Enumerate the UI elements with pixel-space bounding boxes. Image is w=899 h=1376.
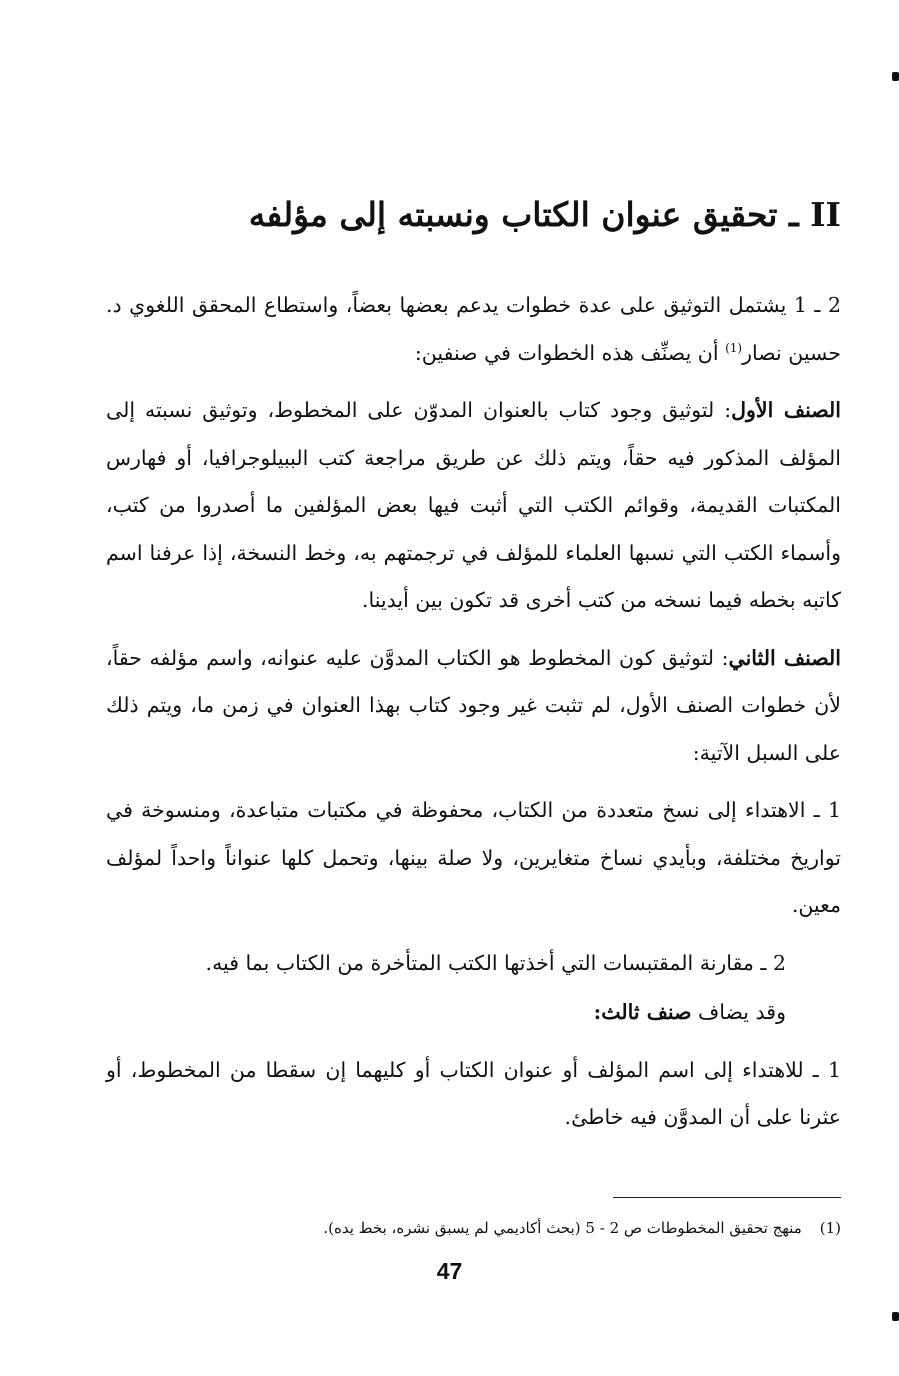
first-category-text: : لتوثيق وجود كتاب بالعنوان المدوّن على المخطوط، وتوثيق نسبته إلى المؤلف المذكور فيه حقاً، ويتم ذلك عن طريق مراجعة كتب الببيلوجرافيا، أو فهارس المكتبات القديمة، وقوائم الكتب التي أثبت فيها بعض المؤلفين ما أصدروا من كتب، وأسماء الكتب التي نسبها العلماء للمؤلف في ترجمتهم به، وخط النسخة، إذا عرفنا اسم كاتبه بخطه فيما نسخه من كتب أخرى قد تكون بين أيدينا. bbox=[106, 398, 841, 612]
footnote-reference: (1) bbox=[725, 340, 743, 355]
list-item-third-1: 1 ـ للاهتداء إلى اسم المؤلف أو عنوان الكتاب أو كليهما إن سقطا من المخطوط، أو عثرنا على أن المدوَّن فيه خاطئ. bbox=[106, 1057, 841, 1129]
third-category-title: صنف ثالث: bbox=[593, 1000, 692, 1024]
section-heading: II ـ تحقيق عنوان الكتاب ونسبته إلى مؤلفه bbox=[248, 195, 841, 234]
scan-mark bbox=[892, 72, 899, 81]
paragraph-third-category bbox=[106, 989, 841, 1037]
second-category-text: : لتوثيق كون المخطوط هو الكتاب المدوَّن عليه عنوانه، واسم مؤلفه حقاً، لأن خطوات الصنف الأول، لم تثبت غير وجود كتاب بهذا العنوان في زمن ما، ويتم ذلك على السبل الآتية: bbox=[106, 645, 841, 765]
paragraph-intro-text-end: أن يصنِّف هذه الخطوات في صنفين: bbox=[414, 340, 726, 365]
paragraph-first-category bbox=[106, 387, 841, 625]
footnote bbox=[81, 1214, 841, 1242]
paragraph-intro bbox=[106, 282, 841, 377]
body-text bbox=[106, 282, 841, 1152]
first-category-title: الصنف الأول bbox=[731, 398, 841, 422]
footnote-number: (1) bbox=[819, 1219, 841, 1237]
footnote-divider bbox=[613, 1197, 841, 1198]
list-item-1: 1 ـ الاهتداء إلى نسخ متعددة من الكتاب، محفوظة في مكتبات متباعدة، ومنسوخة في تواريخ مختلفة، وبأيدي نساخ متغايرين، ولا صلة بينها، وتحمل كلها عنواناً واحداً لمؤلف معين. bbox=[106, 798, 841, 917]
third-category-intro: وقد يضاف bbox=[691, 1000, 786, 1024]
scan-mark bbox=[892, 1312, 899, 1321]
paragraph-intro-text: 2 ـ 1 يشتمل التوثيق على عدة خطوات يدعم بعضها بعضاً، واستطاع المحقق اللغوي د. حسين نصار bbox=[106, 293, 841, 365]
paragraph-second-category bbox=[106, 635, 841, 778]
page-number: 47 bbox=[436, 1258, 463, 1284]
second-category-title: الصنف الثاني bbox=[728, 645, 841, 670]
footnote-text: منهج تحقيق المخطوطات ص 2 - 5 (بحث أكاديمي لم يسبق نشره، بخط يده). bbox=[323, 1219, 802, 1237]
list-item-2: 2 ـ مقارنة المقتبسات التي أخذتها الكتب المتأخرة من الكتاب بما فيه. bbox=[205, 950, 786, 975]
